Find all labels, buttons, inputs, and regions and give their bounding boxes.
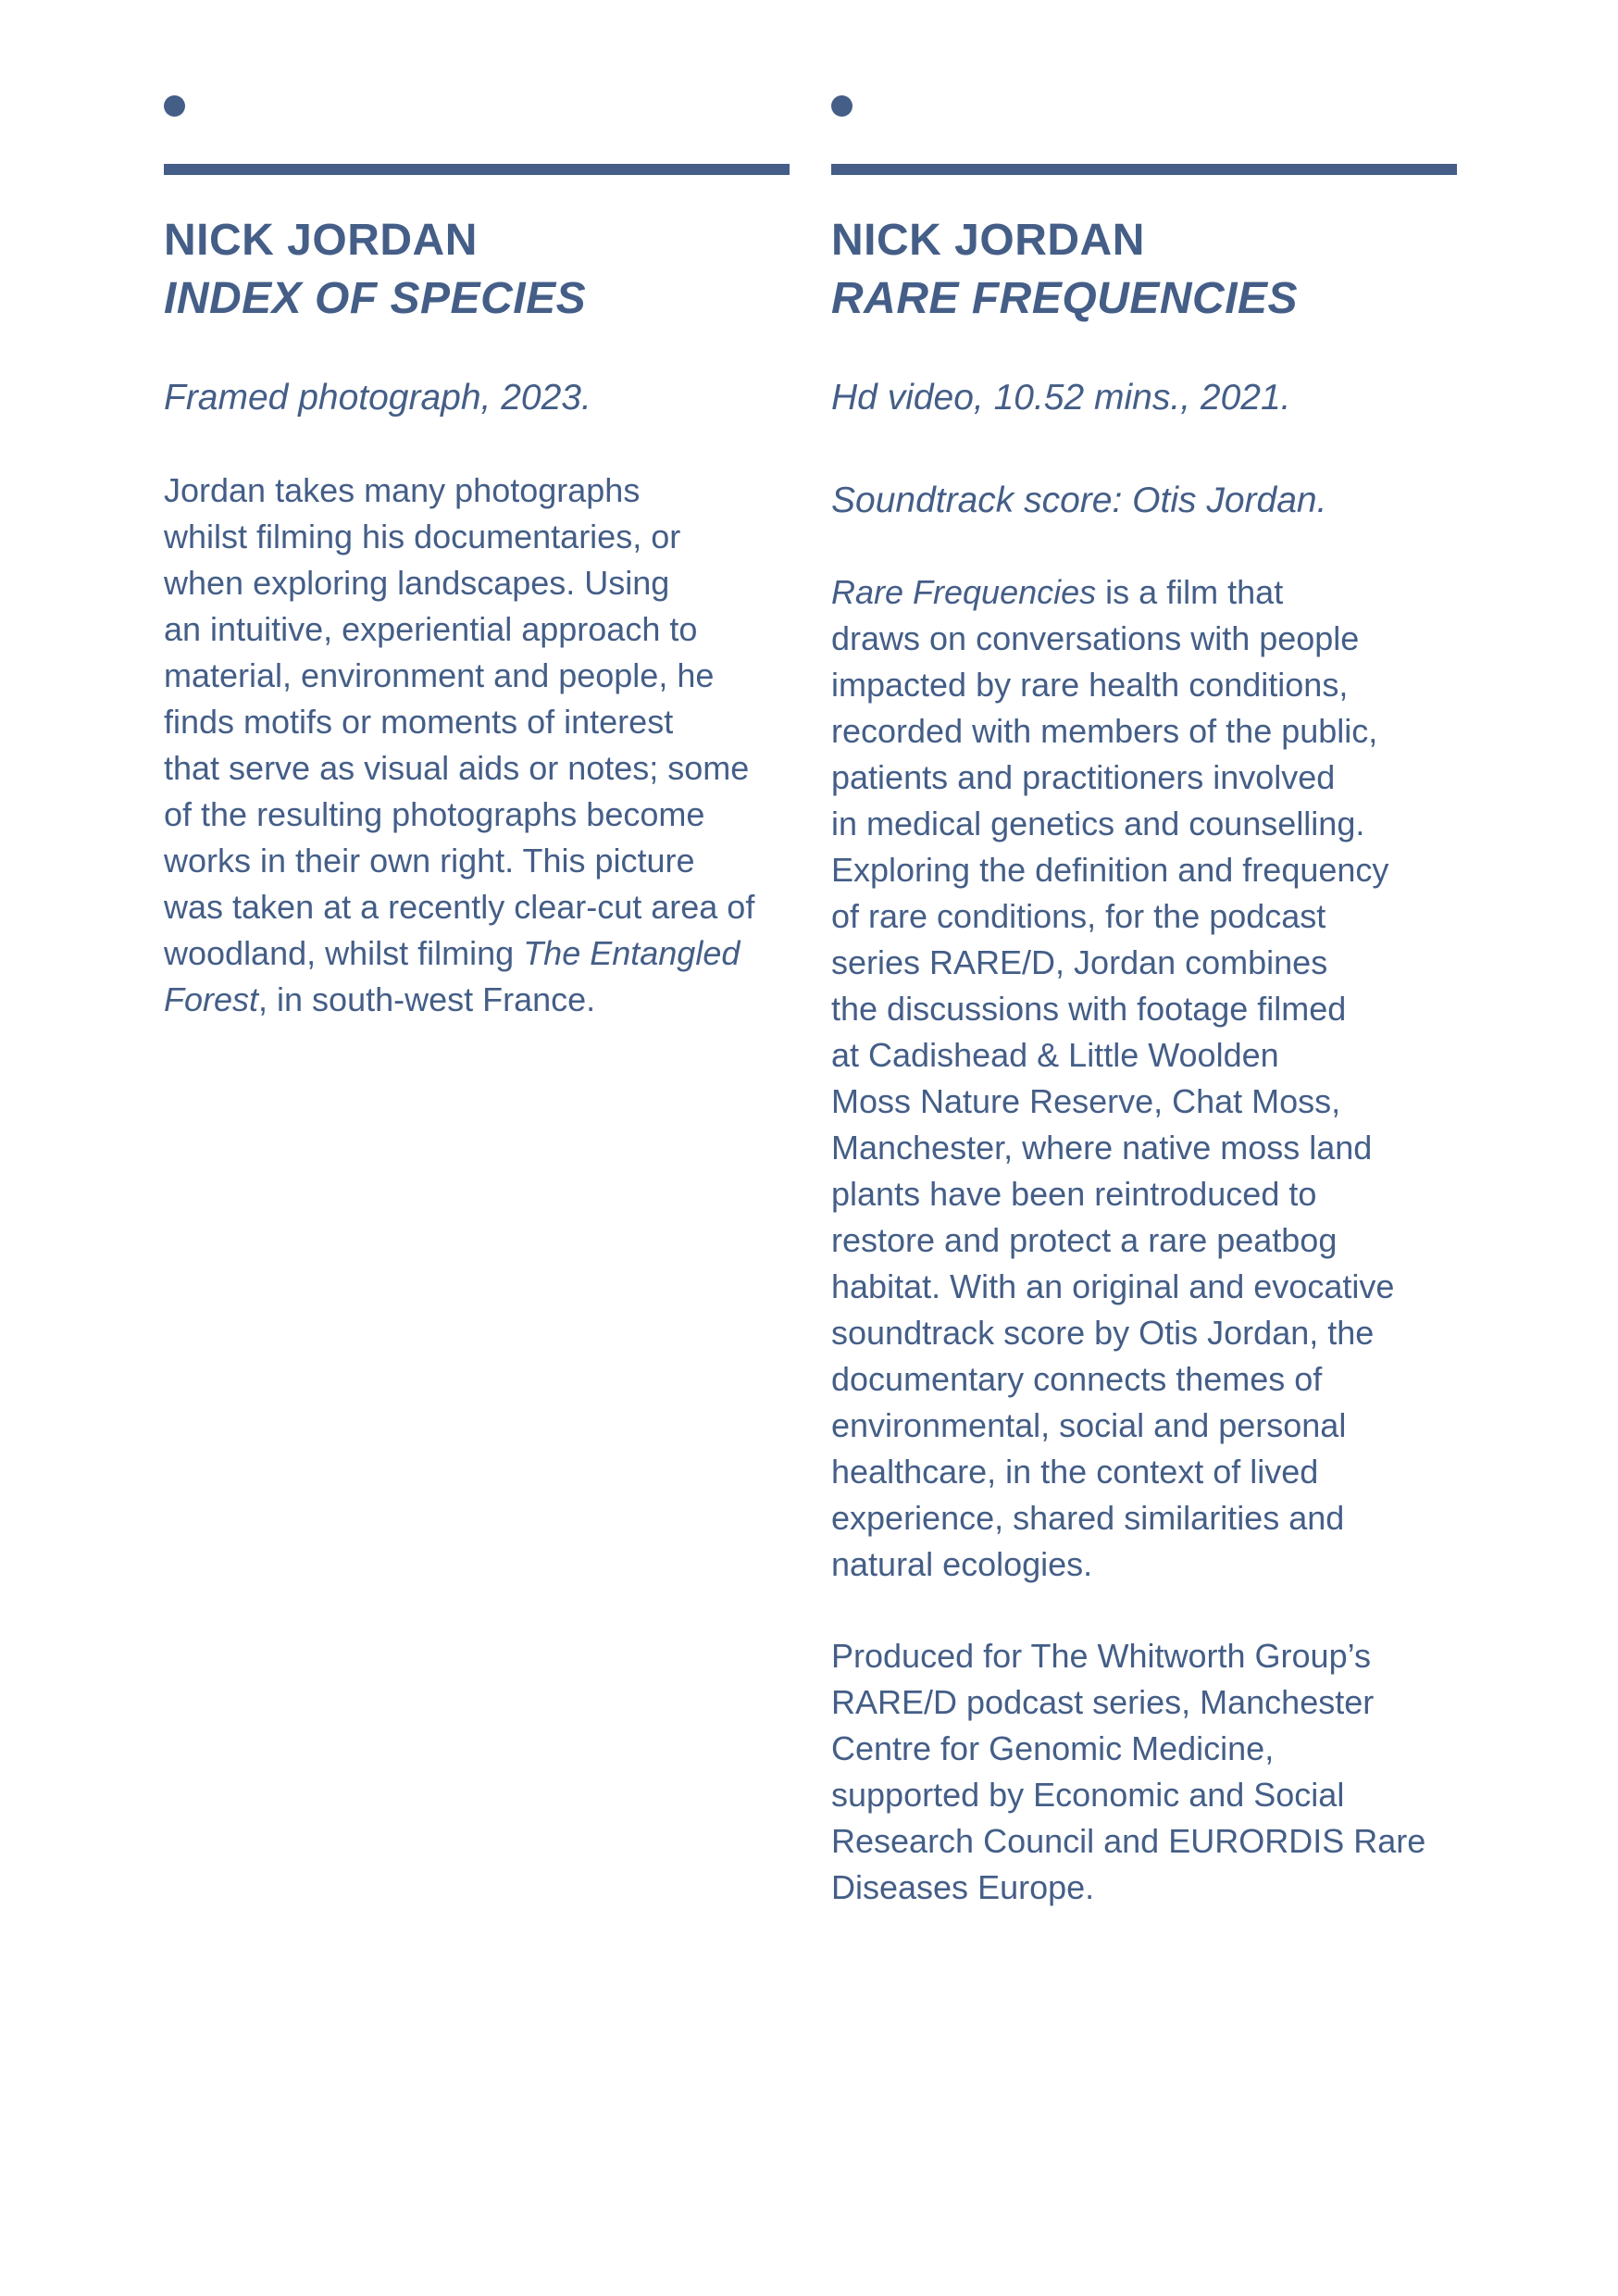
desc-line: in medical genetics and counselling. bbox=[831, 805, 1365, 842]
left-description bbox=[164, 468, 754, 1023]
film-title: The Entangled bbox=[523, 934, 741, 972]
desc-line bbox=[831, 569, 1394, 616]
desc-line: patients and practitioners involved bbox=[831, 758, 1336, 796]
credit-line: Diseases Europe. bbox=[831, 1868, 1095, 1906]
desc-line: of the resulting photographs become bbox=[164, 795, 705, 833]
desc-line: Manchester, where native moss land bbox=[831, 1129, 1373, 1167]
desc-line: healthcare, in the context of lived bbox=[831, 1453, 1319, 1491]
desc-line: Jordan takes many photographs bbox=[164, 471, 641, 509]
desc-line: finds motifs or moments of interest bbox=[164, 703, 674, 741]
desc-line: natural ecologies. bbox=[831, 1545, 1093, 1583]
credit-line: RARE/D podcast series, Manchester bbox=[831, 1683, 1375, 1721]
desc-line: that serve as visual aids or notes; some bbox=[164, 749, 750, 787]
desc-line: works in their own right. This picture bbox=[164, 842, 695, 880]
bullet-dot-icon bbox=[164, 95, 185, 117]
credit-line: Research Council and EURORDIS Rare bbox=[831, 1822, 1426, 1860]
artist-name: NICK JORDAN bbox=[164, 216, 478, 265]
desc-line bbox=[164, 930, 754, 977]
desc-line: of rare conditions, for the podcast bbox=[831, 897, 1326, 935]
desc-line: impacted by rare health conditions, bbox=[831, 666, 1349, 704]
desc-line: at Cadishead & Little Woolden bbox=[831, 1036, 1279, 1074]
left-heading bbox=[164, 211, 586, 328]
desc-text: , in south-west France. bbox=[258, 980, 596, 1018]
film-title: Rare Frequencies bbox=[831, 573, 1097, 611]
desc-line: environmental, social and personal bbox=[831, 1406, 1347, 1444]
desc-line: draws on conversations with people bbox=[831, 619, 1360, 657]
header-rule bbox=[164, 164, 790, 175]
desc-line: soundtrack score by Otis Jordan, the bbox=[831, 1314, 1375, 1352]
desc-line: plants have been reintroduced to bbox=[831, 1175, 1317, 1213]
credit-line: Produced for The Whitworth Group’s bbox=[831, 1637, 1371, 1675]
desc-line: recorded with members of the public, bbox=[831, 712, 1378, 750]
work-title: RARE FREQUENCIES bbox=[831, 274, 1299, 323]
desc-line: Moss Nature Reserve, Chat Moss, bbox=[831, 1082, 1341, 1120]
right-description bbox=[831, 569, 1394, 1588]
desc-line bbox=[164, 977, 754, 1023]
medium-line: Framed photograph, 2023. bbox=[164, 378, 591, 418]
film-title: Forest bbox=[164, 980, 259, 1018]
work-title: INDEX OF SPECIES bbox=[164, 274, 587, 323]
desc-line: series RARE/D, Jordan combines bbox=[831, 943, 1328, 981]
bullet-dot-icon bbox=[831, 95, 853, 117]
artist-name: NICK JORDAN bbox=[831, 216, 1145, 265]
desc-line: restore and protect a rare peatbog bbox=[831, 1221, 1338, 1259]
desc-line: experience, shared similarities and bbox=[831, 1499, 1345, 1537]
desc-line: when exploring landscapes. Using bbox=[164, 564, 670, 602]
right-heading bbox=[831, 211, 1298, 328]
production-credits bbox=[831, 1633, 1425, 1911]
desc-line: an intuitive, experiential approach to bbox=[164, 610, 698, 648]
desc-text: woodland, whilst filming bbox=[164, 934, 524, 972]
soundtrack-credit: Soundtrack score: Otis Jordan. bbox=[831, 480, 1327, 520]
desc-line: material, environment and people, he bbox=[164, 656, 715, 694]
desc-text: is a film that bbox=[1096, 573, 1284, 611]
credit-line: supported by Economic and Social bbox=[831, 1776, 1345, 1814]
header-rule bbox=[831, 164, 1457, 175]
desc-line: documentary connects themes of bbox=[831, 1360, 1323, 1398]
desc-line: Exploring the definition and frequency bbox=[831, 851, 1389, 889]
credit-line: Centre for Genomic Medicine, bbox=[831, 1729, 1275, 1767]
desc-line: the discussions with footage filmed bbox=[831, 990, 1347, 1028]
desc-line: whilst filming his documentaries, or bbox=[164, 518, 681, 555]
desc-line: habitat. With an original and evocative bbox=[831, 1267, 1395, 1305]
medium-line: Hd video, 10.52 mins., 2021. bbox=[831, 378, 1291, 418]
desc-line: was taken at a recently clear-cut area of bbox=[164, 888, 755, 926]
